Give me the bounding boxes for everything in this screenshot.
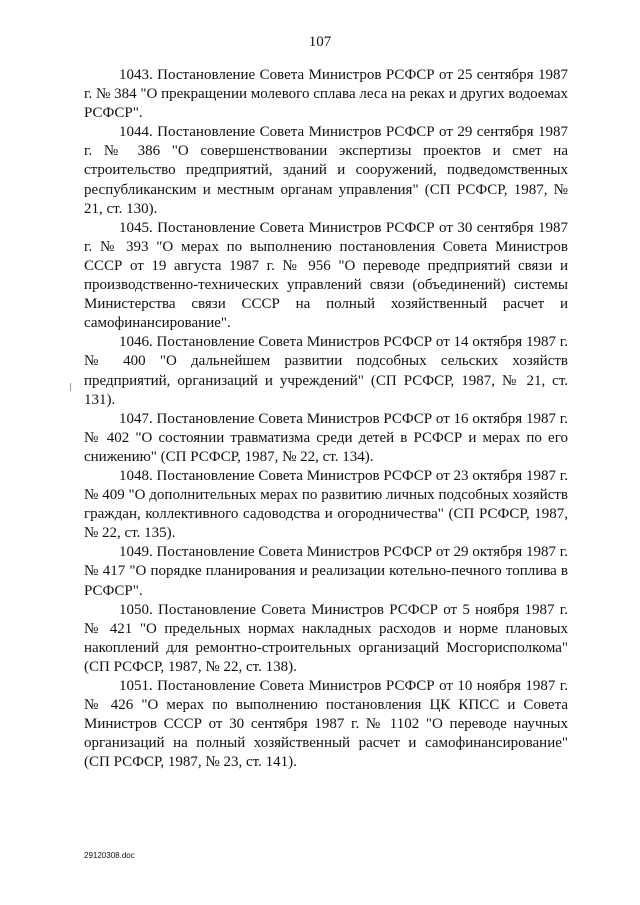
document-body: [84, 66, 568, 772]
page-number: 107: [308, 34, 332, 50]
entry-1043: 1043. Постановление Совета Министров РСФСР от 25 сентября 1987 г. № 384 "О прекращении молевого сплава леса на реках и других водоемах РСФСР".: [84, 67, 568, 122]
entry-1045: 1045. Постановление Совета Министров РСФСР от 30 сентября 1987 г. № 393 "О мерах по выполнению постановления Совета Министров СССР от 19 августа 1987 г. № 956 "О переводе предприятий связи и производственно-технических управлений связи (объединений) системы Министерства связи СССР на полный хозяйственный расчет и самофинансирование".: [84, 219, 568, 332]
entry-1047: 1047. Постановление Совета Министров РСФСР от 16 октября 1987 г. № 402 "О состоянии травматизма среди детей в РСФСР и мерах по его снижению" (СП РСФСР, 1987, № 22, ст. 134).: [84, 410, 568, 465]
entry-1044: 1044. Постановление Совета Министров РСФСР от 29 сентября 1987 г. № 386 "О совершенствовании экспертизы проектов и смет на строительство предприятий, зданий и сооружений, подведомственных республиканским и местным органам управления" (СП РСФСР, 1987, № 21, ст. 130).: [84, 124, 568, 217]
margin-mark: [70, 383, 71, 391]
footer-filename: 29120308.doc: [84, 851, 135, 860]
entry-1051: 1051. Постановление Совета Министров РСФСР от 10 ноября 1987 г. № 426 "О мерах по выполнению постановления ЦК КПСС и Совета Министров СССР от 30 сентября 1987 г. № 1102 "О переводе научных организаций на полный хозяйственный расчет и самофинансирование" (СП РСФСР, 1987, № 23, ст. 141).: [84, 678, 568, 771]
entry-1050: 1050. Постановление Совета Министров РСФСР от 5 ноября 1987 г. № 421 "О предельных нормах накладных расходов и норме плановых накоплений для ремонтно-строительных организаций Мосгорисполкома" (СП РСФСР, 1987, № 22, ст. 138).: [84, 601, 568, 675]
entry-1049: 1049. Постановление Совета Министров РСФСР от 29 октября 1987 г. № 417 "О порядке планирования и реализации котельно-печного топлива в РСФСР".: [84, 544, 568, 599]
entry-1046: 1046. Постановление Совета Министров РСФСР от 14 октября 1987 г. № 400 "О дальнейшем развитии подсобных сельских хозяйств предприятий, организаций и учреждений" (СП РСФСР, 1987, № 21, ст. 131).: [84, 334, 568, 408]
entry-1048: 1048. Постановление Совета Министров РСФСР от 23 октября 1987 г. № 409 "О дополнительных мерах по развитию личных подсобных хозяйств граждан, коллективного садоводства и огородничества" (СП РСФСР, 1987, № 22, ст. 135).: [84, 467, 568, 542]
